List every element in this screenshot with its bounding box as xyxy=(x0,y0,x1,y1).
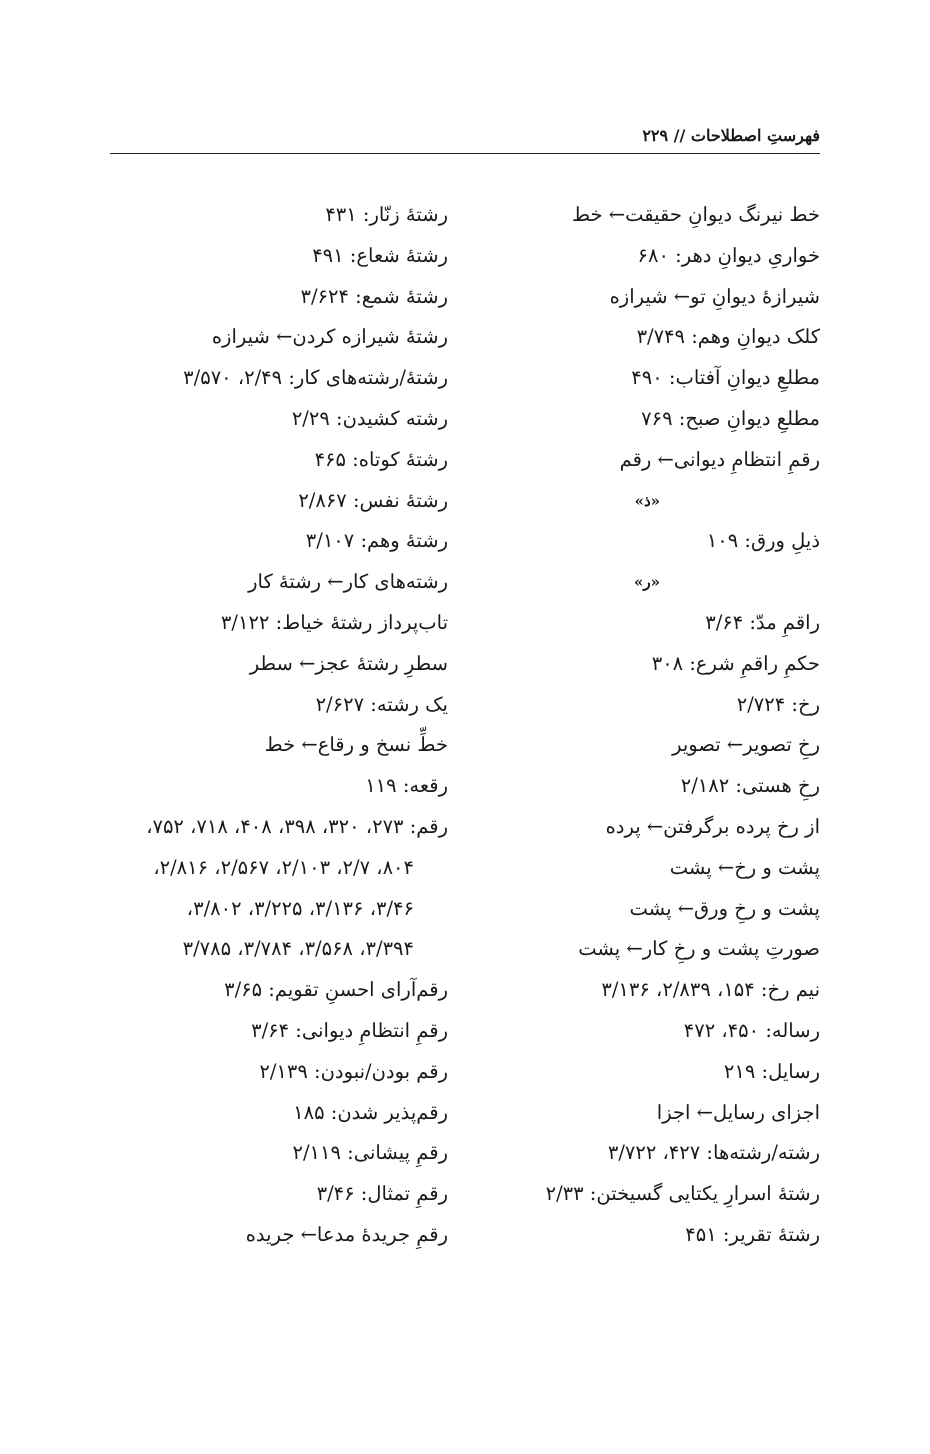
index-entry: رقمِ تمثال: ۳/۴۶ xyxy=(316,1182,448,1206)
index-entry: پشت و رخِ ورق← پشت xyxy=(629,896,820,920)
index-entry: ذیلِ ورق: ۱۰۹ xyxy=(706,529,820,553)
index-entry: رشتهٔ نفس: ۲/۸۶۷ xyxy=(298,488,448,512)
index-entry: رشته‌های کار← رشتهٔ کار xyxy=(248,570,448,594)
index-entry: رشته کشیدن: ۲/۲۹ xyxy=(291,406,448,430)
index-entry: مطلعِ دیوانِ آفتاب: ۴۹۰ xyxy=(631,366,820,390)
index-entry: رقم: ۲۷۳، ۳۲۰، ۳۹۸، ۴۰۸، ۷۱۸، ۷۵۲، xyxy=(146,814,448,838)
index-entry: رقمِ انتظامِ دیوانی← رقم xyxy=(619,447,820,471)
running-head: فهرستِ اصطلاحات // ۲۲۹ xyxy=(642,126,820,145)
index-entry: رشتهٔ شمع: ۳/۶۲۴ xyxy=(300,284,448,308)
index-entry: شیرازهٔ دیوانِ تو← شیرازه xyxy=(609,284,820,308)
index-entry: رخِ تصویر← تصویر xyxy=(672,733,820,757)
index-entry: رقعه: ۱۱۹ xyxy=(365,774,448,798)
letter-heading: «ذ» xyxy=(634,491,660,510)
index-entry: رسایل: ۲۱۹ xyxy=(723,1059,820,1083)
index-entry: ۸۰۴، ۲/۷، ۲/۱۰۳، ۲/۵۶۷، ۲/۸۱۶، xyxy=(153,855,414,879)
index-entry: رشتهٔ اسرارِ یکتایی گسیختن: ۲/۳۳ xyxy=(545,1182,820,1206)
letter-heading: «ر» xyxy=(634,573,660,592)
index-entry: رقمِ انتظامِ دیوانی: ۳/۶۴ xyxy=(251,1018,448,1042)
index-entry: رخِ هستی: ۲/۱۸۲ xyxy=(680,774,820,798)
index-entry: رقم‌پذیر شدن: ۱۸۵ xyxy=(293,1100,448,1124)
index-entry: رقم بودن/نبودن: ۲/۱۳۹ xyxy=(259,1059,448,1083)
index-entry: رشتهٔ شعاع: ۴۹۱ xyxy=(312,243,448,267)
index-entry: خطِّ نسخ و رقاع← خط xyxy=(264,733,448,757)
index-entry: رشتهٔ شیرازه کردن← شیرازه xyxy=(211,325,448,349)
index-entry: خط نیرنگ دیوانِ حقیقت← خط xyxy=(572,203,820,226)
index-entry: یک رشته: ۲/۶۲۷ xyxy=(315,692,448,716)
index-entry: رشته/رشته‌ها: ۴۲۷، ۳/۷۲۲ xyxy=(607,1141,820,1165)
index-entry: رشتهٔ/رشته‌های کار: ۲/۴۹، ۳/۵۷۰ xyxy=(183,366,448,390)
page-header xyxy=(110,120,820,154)
index-entry: رقم‌آرای احسنِ تقویم: ۳/۶۵ xyxy=(224,978,448,1002)
index-entry: تاب‌پرداز رشتهٔ خیاط: ۳/۱۲۲ xyxy=(220,610,448,634)
index-entry: رساله: ۴۵۰، ۴۷۲ xyxy=(683,1018,820,1042)
index-entry: از رخ پرده برگرفتن← پرده xyxy=(605,814,820,838)
index-entry: صورتِ پشت و رخِ کار← پشت xyxy=(578,937,820,961)
index-entry: کلک دیوانِ وهم: ۳/۷۴۹ xyxy=(636,325,820,349)
index-column-left xyxy=(68,195,448,1256)
index-column-right xyxy=(490,195,820,1256)
header-rule xyxy=(110,153,820,154)
index-entry: رشتهٔ کوتاه: ۴۶۵ xyxy=(314,447,448,471)
index-entry: پشت و رخ← پشت xyxy=(669,855,820,879)
index-entry: رقمِ جریدهٔ مدعا← جریده xyxy=(245,1222,448,1246)
index-entry: مطلعِ دیوانِ صبح: ۷۶۹ xyxy=(641,406,820,430)
index-entry: رشتهٔ زنّار: ۴۳۱ xyxy=(325,203,448,226)
index-entry: راقمِ مدّ: ۳/۶۴ xyxy=(705,610,820,634)
index-entry: ۳/۳۹۴، ۳/۵۶۸، ۳/۷۸۴، ۳/۷۸۵ xyxy=(182,937,414,961)
index-entry: رقمِ پیشانی: ۲/۱۱۹ xyxy=(292,1141,448,1165)
index-entry: رخ: ۲/۷۲۴ xyxy=(736,692,820,716)
index-entry: رشتهٔ وهم: ۳/۱۰۷ xyxy=(305,529,448,553)
index-entry: نیم رخ: ۱۵۴، ۲/۸۳۹، ۳/۱۳۶ xyxy=(601,978,820,1002)
index-entry: سطرِ رشتهٔ عجز← سطر xyxy=(249,651,448,675)
index-entry: رشتهٔ تقریر: ۴۵۱ xyxy=(685,1222,820,1246)
index-entry: خواریِ دیوانِ دهر: ۶۸۰ xyxy=(637,243,820,267)
index-entry: حکمِ راقمِ شرع: ۳۰۸ xyxy=(651,651,820,675)
index-entry: اجزای رسایل← اجزا xyxy=(656,1100,820,1124)
index-entry: ۳/۴۶، ۳/۱۳۶، ۳/۲۲۵، ۳/۸۰۲، xyxy=(186,896,414,920)
